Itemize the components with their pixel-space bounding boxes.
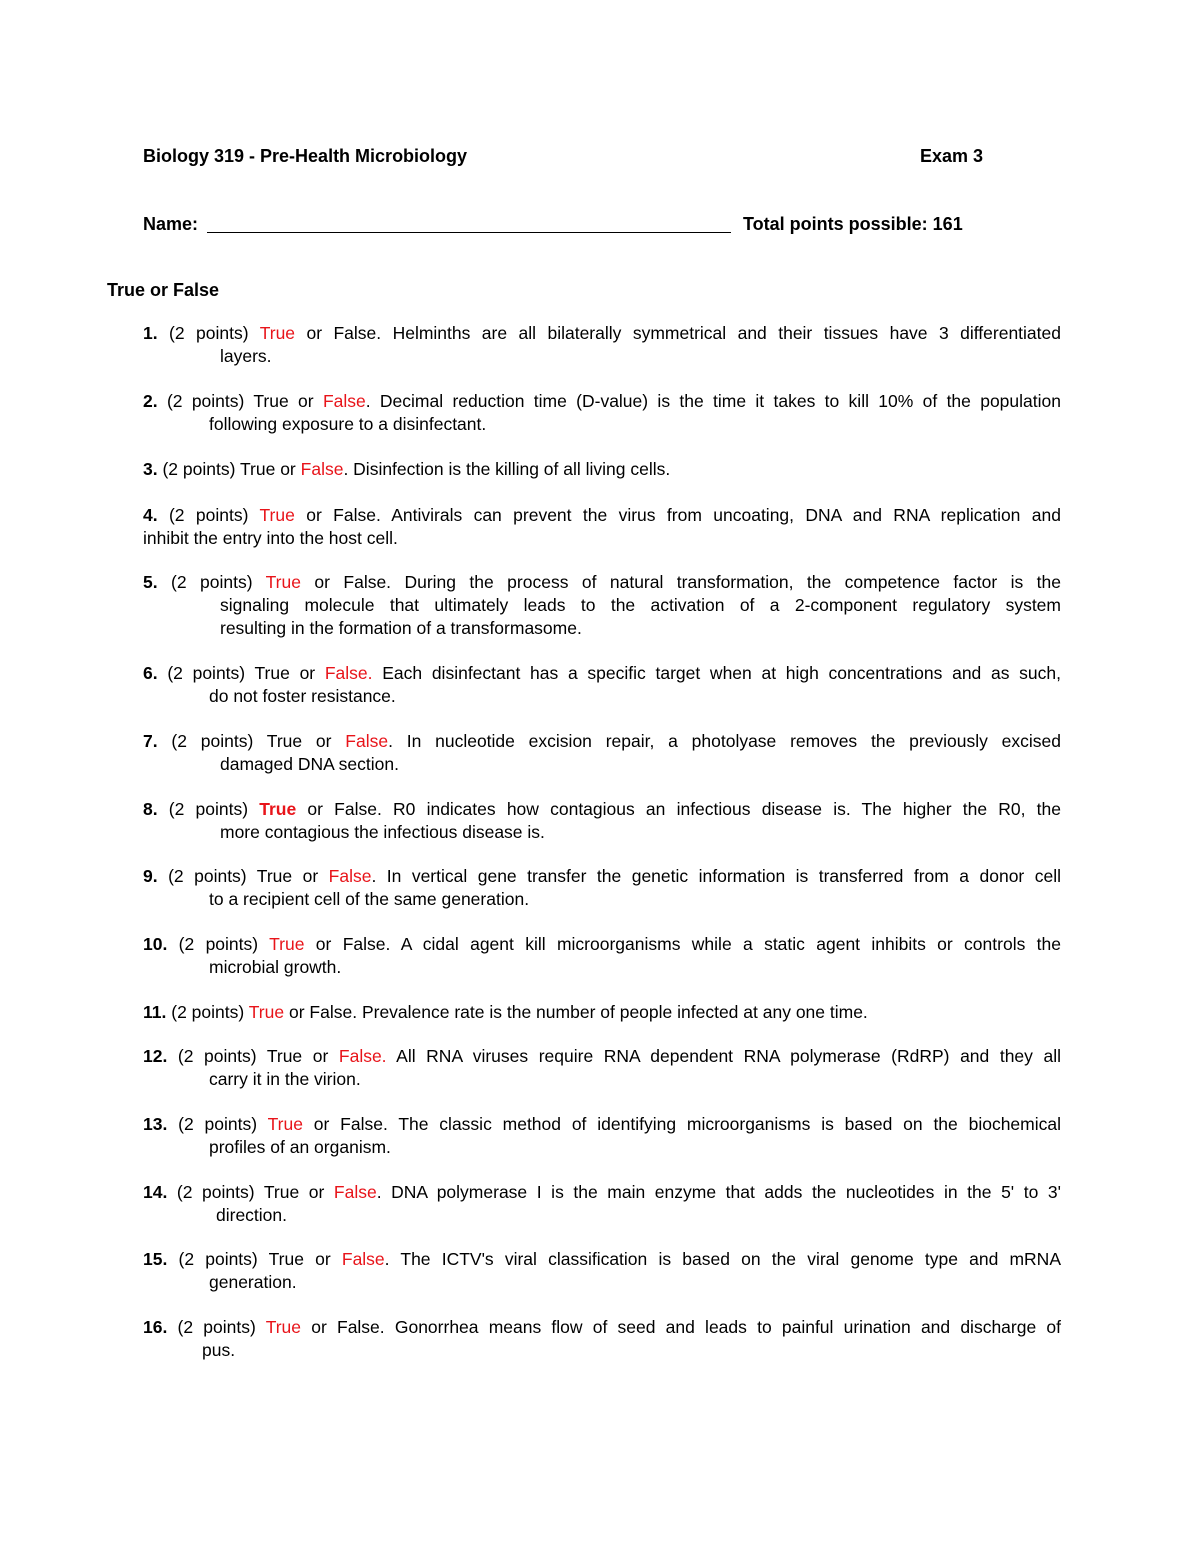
option-true: True: [259, 505, 295, 525]
question-4: [143, 504, 1061, 550]
question-number: 15.: [143, 1249, 168, 1269]
question-points: (2 points): [168, 866, 247, 886]
option-true: True: [253, 391, 289, 411]
question-points: (2 points): [166, 391, 245, 411]
question-number: 1.: [143, 323, 158, 343]
option-or: or: [299, 663, 316, 683]
option-false: False.: [309, 1002, 358, 1022]
total-points: Total points possible: 161: [743, 214, 963, 234]
question-first-line: [143, 458, 1061, 481]
option-or: or: [298, 391, 314, 411]
question-number: 9.: [143, 866, 158, 886]
option-false: False.: [333, 505, 381, 525]
question-number: 7.: [143, 731, 158, 751]
option-or: or: [307, 799, 323, 819]
option-false: False: [328, 866, 372, 886]
question-points: (2 points): [177, 1317, 256, 1337]
question-continuation-line: inhibit the entry into the host cell.: [143, 528, 398, 548]
question-first-line: [143, 1113, 1061, 1136]
question-6: [143, 662, 1061, 708]
option-true: True: [266, 731, 303, 751]
question-10: [143, 933, 1061, 979]
question-text: Each disinfectant has a specific target when at high concentrations and as such,: [382, 663, 1062, 683]
question-14: [143, 1181, 1061, 1227]
question-first-line: [143, 865, 1061, 888]
question-continuation-line: microbial growth.: [209, 957, 342, 977]
course-title: Biology 319 - Pre-Health Microbiology: [143, 146, 468, 166]
option-true: True: [267, 1114, 303, 1134]
option-or: or: [302, 866, 319, 886]
question-points: (2 points): [168, 799, 249, 819]
question-continuation-line: following exposure to a disinfectant.: [209, 414, 487, 434]
option-false: False: [341, 1249, 385, 1269]
question-points: (2 points): [177, 1046, 257, 1066]
question-points: (2 points): [171, 731, 254, 751]
question-continuation-line: more contagious the infectious disease is.: [220, 822, 545, 842]
option-false: False.: [333, 323, 382, 343]
question-15: [143, 1248, 1061, 1294]
question-number: 14.: [143, 1182, 168, 1202]
question-first-line: [143, 798, 1061, 821]
option-false: False.: [337, 1317, 385, 1337]
question-first-line: [143, 1181, 1061, 1204]
question-points: (2 points): [171, 1002, 245, 1022]
question-first-line: [143, 1248, 1061, 1271]
question-first-line: [143, 730, 1061, 753]
exam-label: Exam 3: [920, 146, 984, 166]
option-true: True: [256, 866, 293, 886]
option-true: True: [266, 1046, 303, 1066]
question-number: 10.: [143, 934, 168, 954]
question-text: Prevalence rate is the number of people infected at any one time.: [361, 1002, 868, 1022]
question-continuation-line: pus.: [202, 1340, 236, 1360]
question-text: . In vertical gene transfer the genetic information is transferred from a donor cell: [371, 866, 1061, 886]
question-12: [143, 1045, 1061, 1091]
question-text: Helminths are all bilaterally symmetrical and their tissues have 3 differentiated: [392, 323, 1061, 343]
question-points: (2 points): [169, 323, 249, 343]
option-true: True: [239, 459, 276, 479]
question-text: Gonorrhea means flow of seed and leads to painful urination and discharge of: [394, 1317, 1061, 1337]
question-number: 16.: [143, 1317, 168, 1337]
question-first-line: [143, 322, 1061, 345]
option-true: True: [268, 1249, 304, 1269]
option-or: or: [308, 1182, 325, 1202]
question-continuation-line: layers.: [220, 346, 272, 366]
question-text: . In nucleotide excision repair, a photolyase removes the previously excised: [388, 731, 1062, 751]
question-7: [143, 730, 1061, 776]
question-number: 8.: [143, 799, 158, 819]
question-points: (2 points): [176, 1182, 255, 1202]
question-number: 4.: [143, 505, 158, 525]
option-or: or: [314, 572, 330, 592]
option-false: False.: [342, 934, 391, 954]
option-true: True: [259, 799, 297, 819]
question-number: 3.: [143, 459, 158, 479]
question-text: All RNA viruses require RNA dependent RNA polymerase (RdRP) and they all: [396, 1046, 1061, 1066]
question-11: [143, 1001, 1061, 1024]
question-text: . The ICTV's viral classification is based on the viral genome type and mRNA: [384, 1249, 1061, 1269]
option-true: True: [259, 323, 296, 343]
question-text: R0 indicates how contagious an infectious disease is. The higher the R0, the: [393, 799, 1061, 819]
question-number: 5.: [143, 572, 158, 592]
name-label: Name:: [143, 214, 199, 234]
question-continuation-line: profiles of an organism.: [209, 1137, 391, 1157]
question-text: The classic method of identifying microorganisms is based on the biochemical: [398, 1114, 1061, 1134]
question-number: 12.: [143, 1046, 168, 1066]
question-8: [143, 798, 1061, 844]
question-continuation-line: to a recipient cell of the same generation.: [209, 889, 530, 909]
option-true: True: [265, 1317, 302, 1337]
option-false: False: [345, 731, 389, 751]
question-number: 13.: [143, 1114, 168, 1134]
question-1: [143, 322, 1061, 368]
question-continuation-line: carry it in the virion.: [209, 1069, 361, 1089]
option-false: False.: [334, 799, 382, 819]
option-or: or: [311, 1317, 327, 1337]
question-3: [143, 458, 1061, 481]
option-or: or: [315, 1249, 331, 1269]
option-true: True: [265, 572, 301, 592]
question-first-line: [143, 1001, 1061, 1024]
option-false: False.: [340, 1114, 388, 1134]
option-true: True: [263, 1182, 300, 1202]
question-number: 11.: [143, 1002, 167, 1022]
question-first-line: [143, 933, 1061, 956]
question-text: . DNA polymerase I is the main enzyme that adds the nucleotides in the 5' to 3': [376, 1182, 1061, 1202]
option-true: True: [248, 1002, 285, 1022]
question-text: Antivirals can prevent the virus from uncoating, DNA and RNA replication and: [391, 505, 1061, 525]
option-false: False: [333, 1182, 377, 1202]
question-points: (2 points): [178, 934, 259, 954]
question-text: . Disinfection is the killing of all living cells.: [343, 459, 671, 479]
option-false: False: [322, 391, 366, 411]
question-points: (2 points): [168, 505, 249, 525]
question-first-line: [143, 504, 1061, 527]
question-continuation-line: direction.: [216, 1205, 288, 1225]
option-true: True: [254, 663, 290, 683]
name-blank-line: [207, 232, 731, 233]
section-heading: True or False: [107, 280, 220, 300]
question-continuation-line: resulting in the formation of a transformasome.: [220, 618, 582, 638]
question-number: 6.: [143, 663, 158, 683]
question-16: [143, 1316, 1061, 1362]
question-5: [143, 571, 1061, 640]
option-true: True: [269, 934, 305, 954]
question-2: [143, 390, 1061, 436]
question-number: 2.: [143, 391, 158, 411]
option-or: or: [315, 934, 332, 954]
question-continuation-line: damaged DNA section.: [220, 754, 399, 774]
question-9: [143, 865, 1061, 911]
question-first-line: [143, 1316, 1061, 1339]
question-continuation-line: do not foster resistance.: [209, 686, 396, 706]
question-continuation-line: signaling molecule that ultimately leads to the activation of a 2-component regulatory system: [220, 595, 1061, 615]
option-false: False.: [338, 1046, 387, 1066]
option-or: or: [280, 459, 296, 479]
question-first-line: [143, 662, 1061, 685]
question-first-line: [143, 390, 1061, 413]
question-13: [143, 1113, 1061, 1159]
question-points: (2 points): [171, 572, 253, 592]
question-continuation-line: generation.: [209, 1272, 297, 1292]
question-text: . Decimal reduction time (D-value) is the time it takes to kill 10% of the population: [365, 391, 1061, 411]
option-false: False.: [324, 663, 373, 683]
option-or: or: [288, 1002, 305, 1022]
option-false: False: [300, 459, 344, 479]
option-or: or: [315, 731, 332, 751]
question-points: (2 points): [162, 459, 236, 479]
question-text: During the process of natural transformation, the competence factor is the: [404, 572, 1061, 592]
question-points: (2 points): [167, 663, 246, 683]
option-or: or: [306, 323, 323, 343]
question-points: (2 points): [178, 1249, 258, 1269]
question-first-line: [143, 571, 1061, 594]
question-first-line: [143, 1045, 1061, 1068]
option-or: or: [313, 1114, 330, 1134]
question-points: (2 points): [178, 1114, 258, 1134]
option-false: False.: [343, 572, 392, 592]
option-or: or: [312, 1046, 329, 1066]
option-or: or: [306, 505, 322, 525]
question-text: A cidal agent kill microorganisms while a static agent inhibits or controls the: [400, 934, 1061, 954]
